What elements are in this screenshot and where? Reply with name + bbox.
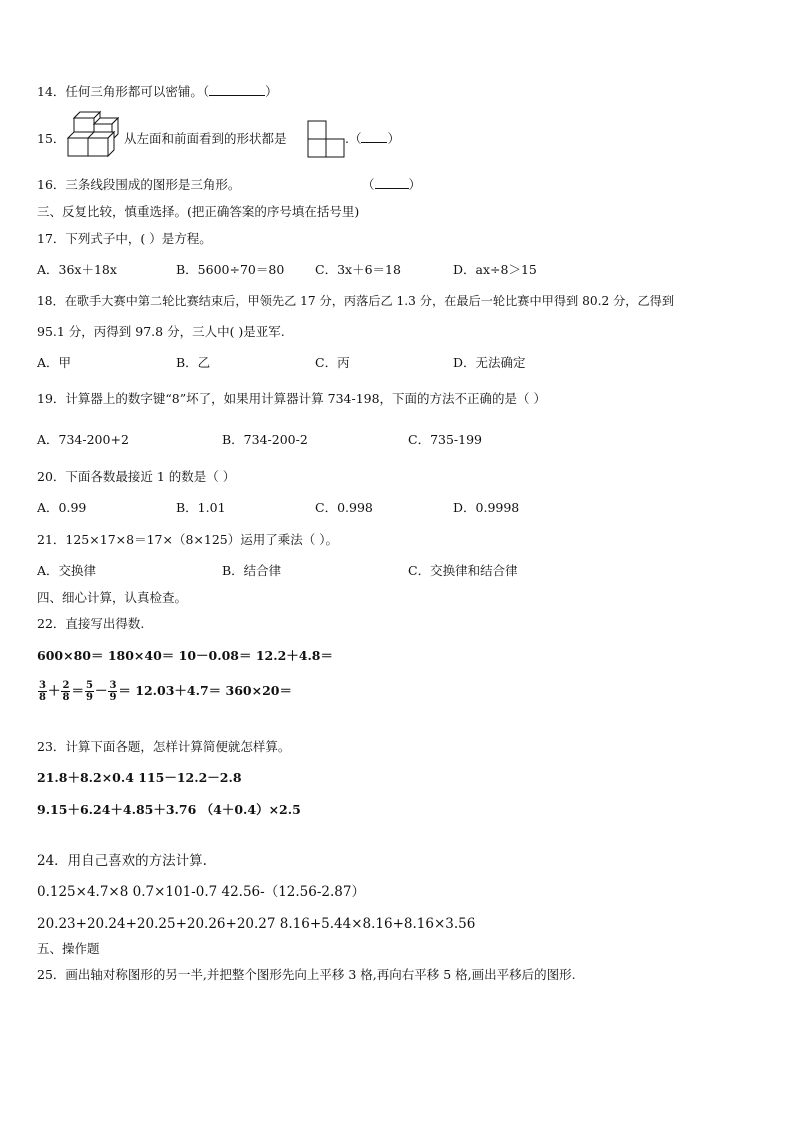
question-16-answer: （ ） [362, 177, 422, 192]
option-c[interactable]: C．丙 [315, 355, 350, 370]
fraction: $\frac{3}{9}$ [109, 680, 117, 703]
question-24: 24．用自己喜欢的方法计算. [37, 853, 207, 869]
answer-blank[interactable] [209, 84, 265, 96]
option-b[interactable]: B．5600÷70＝80 [176, 262, 285, 277]
option-a[interactable]: A．36x＋18x [37, 262, 117, 277]
option-a[interactable]: A．交换律 [37, 563, 97, 578]
question-20: 20．下面各数最接近 1 的数是（ ） [37, 469, 236, 484]
question-24-row1: 0.125×4.7×8 0.7×101-0.7 42.56-（12.56-2.87） [37, 884, 365, 900]
option-c[interactable]: C．0.998 [315, 500, 373, 515]
section-4-title: 四、细心计算，认真检查。 [37, 590, 188, 605]
question-22: 22．直接写出得数. [37, 616, 145, 631]
section-3-title: 三、反复比较，慎重选择。(把正确答案的序号填在括号里) [37, 204, 360, 219]
question-17: 17．下列式子中，( ）是方程。 [37, 231, 212, 246]
view-shape-icon [307, 120, 345, 158]
question-16: 16．三条线段围成的图形是三角形。 [37, 177, 241, 192]
option-b[interactable]: B．1.01 [176, 500, 226, 515]
question-22-row2: $\frac{3}{8}$ ＋ $\frac{2}{8}$ ＝ $\frac{5}{9}$ － $\frac{3}{9}$ ＝ 12.03＋4.7＝ 360×20＝ [39, 680, 292, 703]
option-d[interactable]: D．0.9998 [453, 500, 520, 515]
question-19: 19．计算器上的数字键“8”坏了，如果用计算器计算 734-198，下面的方法不正确的是（ ） [37, 391, 547, 406]
option-b[interactable]: B．乙 [176, 355, 211, 370]
option-c[interactable]: C．3x＋6＝18 [315, 262, 401, 277]
fraction: $\frac{5}{9}$ [85, 680, 93, 703]
question-18-line2: 95.1 分，丙得到 97.8 分，三人中( )是亚军. [37, 324, 285, 339]
question-18-line1: 18．在歌手大赛中第二轮比赛结束后，甲领先乙 17 分，丙落后乙 1.3 分，在最后一轮比赛中甲得到 80.2 分，乙得到 [37, 294, 675, 308]
option-c[interactable]: C．735-199 [408, 432, 483, 447]
option-b[interactable]: B．结合律 [222, 563, 282, 578]
question-15-number: 15． [37, 131, 66, 146]
answer-blank[interactable] [361, 131, 387, 143]
question-23-row2: 9.15＋6.24＋4.85＋3.76 （4＋0.4）×2.5 [37, 802, 301, 817]
option-a[interactable]: A．734-200+2 [37, 432, 129, 447]
question-15-tail: .（ ） [345, 131, 400, 146]
question-23-row1: 21.8＋8.2×0.4 115－12.2－2.8 [37, 770, 242, 785]
question-22-row1: 600×80＝ 180×40＝ 10－0.08＝ 12.2＋4.8＝ [37, 648, 334, 663]
question-15-text: 从左面和前面看到的形状都是 [124, 131, 287, 146]
question-14: 14．任何三角形都可以密铺。（ ） [37, 84, 278, 99]
section-5-title: 五、操作题 [37, 941, 100, 956]
option-b[interactable]: B．734-200-2 [222, 432, 308, 447]
option-a[interactable]: A．0.99 [37, 500, 87, 515]
option-c[interactable]: C．交换律和结合律 [408, 563, 518, 578]
cube-stack-icon [64, 108, 124, 160]
question-25: 25．画出轴对称图形的另一半,并把整个图形先向上平移 3 格,再向右平移 5 格,画出平移后的图形. [37, 967, 576, 982]
question-23: 23．计算下面各题，怎样计算简便就怎样算。 [37, 739, 291, 754]
fraction: $\frac{3}{8}$ [39, 680, 46, 703]
option-d[interactable]: D．ax÷8＞15 [453, 262, 537, 277]
option-a[interactable]: A．甲 [37, 355, 72, 370]
question-21: 21．125×17×8＝17×（8×125）运用了乘法（ ）。 [37, 532, 338, 547]
answer-blank[interactable] [375, 177, 409, 189]
question-24-row2: 20.23+20.24+20.25+20.26+20.27 8.16+5.44×8.16+8.16×3.56 [37, 916, 476, 932]
fraction: $\frac{2}{8}$ [62, 680, 70, 703]
option-d[interactable]: D．无法确定 [453, 355, 526, 370]
